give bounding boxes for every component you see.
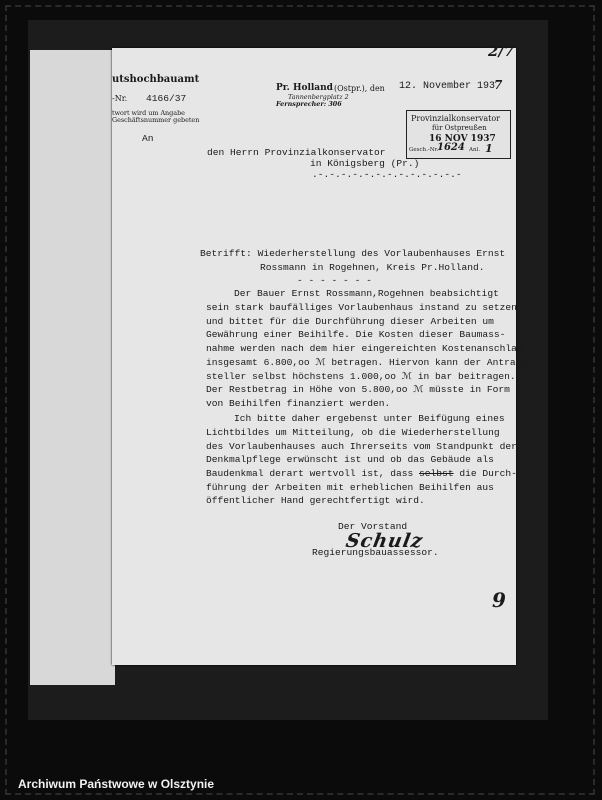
body-line-end: die Durch- <box>459 468 517 479</box>
body-line: insgesamt 6.800,oo ℳ betragen. Hiervon kann der Antrag- <box>206 357 528 368</box>
body-line-start: Baudenkmal derart wertvoll ist, dass <box>206 468 414 479</box>
body-line: Ich bitte daher ergebenst unter Beifügung eines <box>234 413 505 424</box>
stamp-date: 16 NOV 1937 <box>429 134 496 144</box>
stamp-ref-count: 1 <box>485 142 493 155</box>
body-line: und bittet für die Durchführung dieser Arbeiten um <box>206 316 494 327</box>
struck-word: selbst <box>419 468 454 479</box>
body-line: Denkmalpflege erwünscht ist und ob das Gebäude als <box>206 454 494 465</box>
signature: Schulz <box>344 530 425 552</box>
stamp-ref-suffix: Anl. <box>469 147 481 153</box>
recipient-underline: .-.-.-.-.-.-.-.-.-.-.-.-.- <box>312 169 462 180</box>
recipient-line2: in Königsberg (Pr.) <box>310 158 420 169</box>
body-line: Der Bauer Ernst Rossmann,Rogehnen beabsichtigt <box>234 288 499 299</box>
archive-footer: Archiwum Państwowe w Olsztynie <box>18 777 215 791</box>
office-name: utshochbauamt <box>112 74 200 85</box>
body-line: Lichtbildes um Mitteilung, ob die Wiederherstellung <box>206 427 500 438</box>
body-line: Gewährung einer Beihilfe. Die Kosten dieser Baumass- <box>206 329 506 340</box>
underlying-page <box>30 50 115 685</box>
body-line: von Beihilfen finanziert werden. <box>206 398 391 409</box>
stamp-ref-value: 1624 <box>437 142 465 153</box>
stamp-ref-label: Gesch.-Nr. <box>409 147 439 153</box>
date-year-digit: 7 <box>494 78 503 92</box>
recipient-line1: den Herrn Provinzialkonservator <box>207 147 386 158</box>
letter-page <box>112 42 528 665</box>
body-line: sein stark baufälliges Vorlaubenhaus instand zu setzen <box>206 302 517 313</box>
sender-place-suffix: (Ostpr.), den <box>334 84 385 93</box>
subject-line2: Rossmann in Rogehnen, Kreis Pr.Holland. <box>260 262 485 273</box>
recipient-an: An <box>142 133 154 144</box>
file-number: 4166/37 <box>146 93 187 104</box>
subject-separator: - - - - - - - <box>297 275 372 286</box>
closing-line1: Der Vorstand <box>338 521 408 532</box>
closing-title: Regierungsbauassessor. <box>312 547 439 558</box>
stamp-line2: für Ostpreußen <box>432 124 487 132</box>
sender-phone: Fernsprecher: 306 <box>276 100 342 108</box>
body-line: nahme werden nach dem hier eingereichten Kostenanschlag <box>206 343 523 354</box>
page-mark: 9 <box>492 588 506 612</box>
body-line: steller selbst höchstens 1.000,oo ℳ in bar beitragen. <box>206 371 516 382</box>
body-line: Der Restbetrag in Höhe von 5.800,oo ℳ müsste in Form <box>206 384 510 395</box>
letter-date: 12. November 193 <box>399 81 496 92</box>
subject-line1: Betrifft: Wiederherstellung des Vorlaubenhauses Ernst <box>200 248 506 259</box>
receipt-stamp <box>406 110 511 159</box>
body-line-with-strike <box>206 468 517 479</box>
body-line: des Vorlaubenhauses auch Ihrerseits vom Standpunkt der <box>206 441 517 452</box>
sender-place: Pr. Holland <box>276 83 333 93</box>
number-prefix: -Nr. <box>112 94 128 103</box>
sender-street: Tannenbergplatz 2 <box>288 93 349 101</box>
stamp-line1: Provinzialkonservator <box>411 114 500 123</box>
reply-note-line1: twort wird um Angabe <box>112 109 185 117</box>
reply-note-line2: Geschäftsnummer gebeten <box>112 116 200 124</box>
body-line: öffentlicher Hand gerechtfertigt wird. <box>206 495 425 506</box>
corner-mark: 2/7 <box>488 42 515 60</box>
body-line: führung der Arbeiten mit erheblichen Beihilfen aus <box>206 482 494 493</box>
